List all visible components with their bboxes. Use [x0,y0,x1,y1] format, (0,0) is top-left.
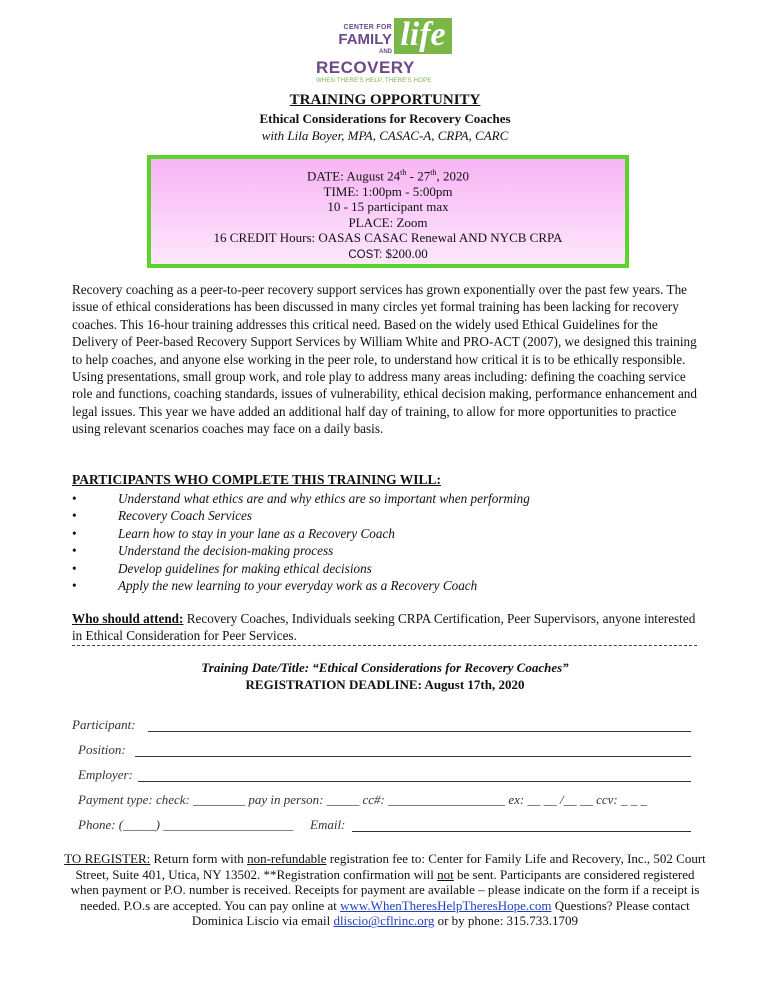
list-item: • Apply the new learning to your everyday work as a Recovery Coach [72,578,478,594]
list-item: • Recovery Coach Services [72,508,253,524]
organization-logo [312,16,462,84]
logo-text-left [312,24,392,55]
registration-deadline: REGISTRATION DEADLINE: August 17th, 2020 [245,677,525,692]
event-cost: COST: $200.00 [348,245,428,261]
email-link[interactable]: dliscio@cflrinc.org [333,913,435,929]
website-link[interactable]: www.WhenTheresHelpTheresHope.com [340,897,552,913]
participant-field[interactable] [148,731,691,732]
event-credit: 16 CREDIT Hours: OASAS CASAC Renewal AND NYCB CRPA [213,230,563,246]
audience-text: Recovery Coaches, Individuals seeking CRPA Certification, Peer Supervisors, anyone interested in Ethical Consideration for Peer Services. [72,611,696,644]
payment-field[interactable]: Payment type: check: ________ pay in person: _____ cc#: __________________ ex: __ __ /__ __ ccv: _ _ _ [78,792,647,807]
event-details-box [147,155,629,268]
participant-label: Participant: [72,717,136,732]
audience-section [72,610,697,645]
email-field[interactable] [352,831,691,832]
divider [72,645,697,646]
list-item: • Understand the decision-making process [72,543,334,559]
page-title: TRAINING OPPORTUNITY [289,92,481,108]
event-date: DATE: August 24th - 27th, 2020 [307,168,469,184]
non-refundable-label: non-refundable [247,851,327,866]
list-item: • Understand what ethics are and why ethics are so important when performing [72,491,530,506]
outcomes-list [72,490,697,594]
position-label: Position: [78,742,126,757]
logo-and: AND [379,49,392,55]
logo-life-box: life [394,18,452,54]
employer-field[interactable] [138,781,691,782]
logo-recovery: RECOVERY [316,58,415,77]
phone-field[interactable]: Phone: (_____) ____________________ [78,817,294,832]
list-item: • Learn how to stay in your lane as a Recovery Coach [72,525,395,541]
event-participants: 10 - 15 participant max [327,199,449,215]
logo-family: FAMILY [338,31,392,48]
audience-label: Who should attend: [72,611,184,626]
position-field[interactable] [135,756,691,757]
training-description: Recovery coaching as a peer-to-peer recovery support services has grown exponentially over the past few years. The issue of ethical considerations has been discussed in many circles yet formal training has been lacking for recovery coaches. This 16-hour training addresses this critical need. Based on the widely used Ethical Guidelines for the Delivery of Peer-based Recovery Support Services by William White and PRO-ACT (2007), we designed this training to help coaches, and anyone else working in the peer role, to understand how critical it is to be ethically responsible. Using presentations, small group work, and role play to address many areas including: defining the coaching service role and functions, coaching standards, issues of vulnerability, ethical decision making, performance enhancement and legal issues. This year we have added an additional half day of training, to allow for more opportunities to practice using relevant scenarios coaches may face on a daily basis. [72,282,697,437]
to-register-label: TO REGISTER: [64,851,151,866]
logo-tagline: WHEN THERE'S HELP, THERE'S HOPE [316,78,432,84]
logo-center-for: CENTER FOR [343,24,392,31]
list-item: • Develop guidelines for making ethical decisions [72,560,372,576]
training-subtitle: Ethical Considerations for Recovery Coaches [259,111,511,126]
presenter-line: with Lila Boyer, MPA, CASAC-A, CRPA, CARC [261,128,509,143]
email-label: Email: [310,817,346,832]
registration-instructions: TO REGISTER: Return form with non-refundable registration fee to: Center for Family Life and Recovery, Inc., 502 Court Street, Suite 401, Utica, NY 13502. **Registration confirmation will not be sent. Participants are considered registered when payment or P.O. number is received. Receipts for payment are available – please indicate on the form if a receipt is needed. P.O.s are accepted. You can pay online at www.WhenTheresHelpTheresHope.com Questions? Please contact Dominica Liscio via email dliscio@cflrinc.org or by phone: 315.733.1709 [64,851,706,929]
employer-label: Employer: [78,767,133,782]
registration-title: Training Date/Title: “Ethical Considerations for Recovery Coaches” [201,660,569,675]
outcomes-heading: PARTICIPANTS WHO COMPLETE THIS TRAINING WILL: [72,472,441,487]
event-place: PLACE: Zoom [348,214,428,230]
event-time: TIME: 1:00pm - 5:00pm [323,183,453,199]
